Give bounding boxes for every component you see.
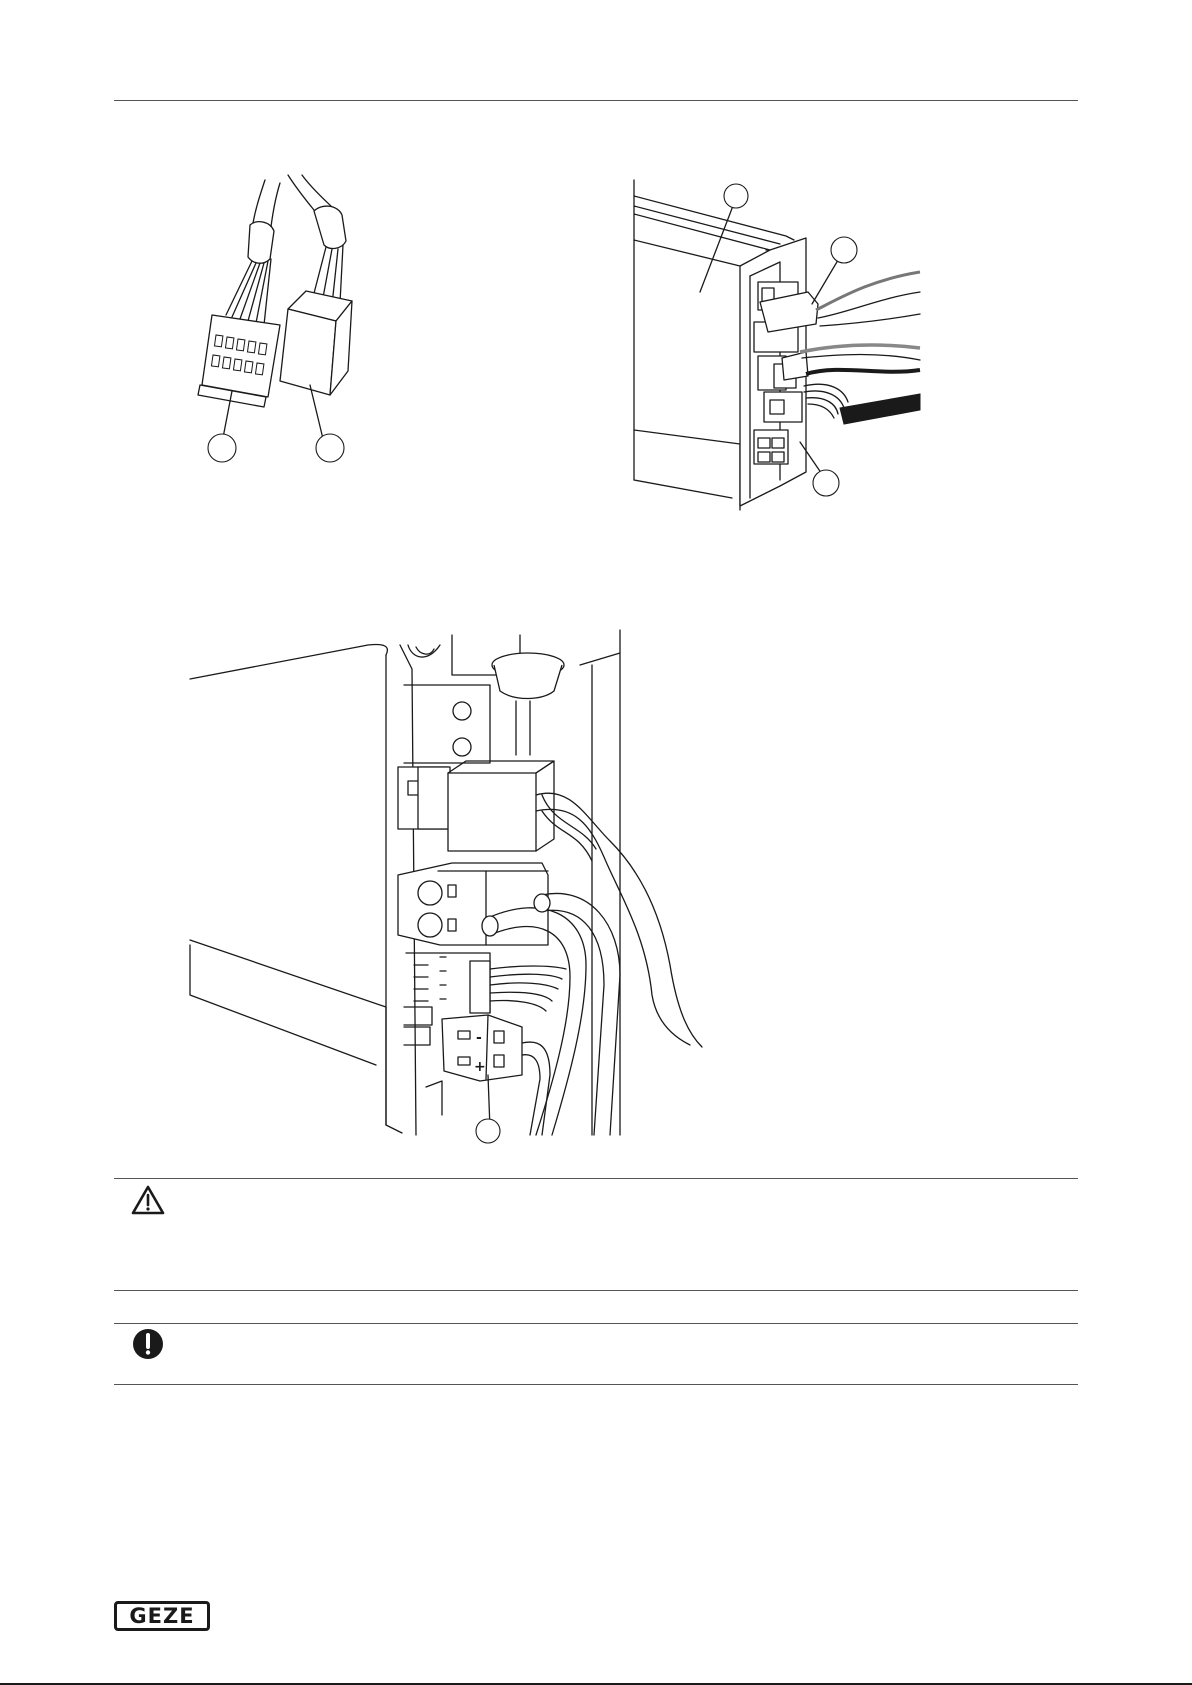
header-rule (114, 100, 1078, 101)
warning-triangle-icon (131, 1185, 165, 1215)
important-top-rule (114, 1323, 1078, 1324)
profile-connection-illustration (630, 180, 920, 510)
plus-sign: + (474, 1059, 486, 1075)
important-bottom-rule (114, 1384, 1078, 1385)
connector-plugs-illustration (170, 175, 390, 465)
callout-circle-6 (476, 1119, 500, 1143)
warning-bottom-rule (114, 1290, 1078, 1291)
callout-circle-3 (724, 184, 748, 208)
warning-top-rule (114, 1178, 1078, 1179)
exclamation-circle-icon (132, 1328, 164, 1360)
minus-sign: - (476, 1030, 482, 1046)
callout-circle-2 (316, 434, 344, 462)
callout-circle-1 (208, 434, 236, 462)
geze-logo-text: GEZE (129, 1603, 195, 1628)
callout-circle-5 (813, 470, 839, 496)
terminal-closeup-illustration (190, 635, 710, 1145)
geze-logo (114, 1601, 210, 1631)
callout-circle-4 (831, 237, 857, 263)
